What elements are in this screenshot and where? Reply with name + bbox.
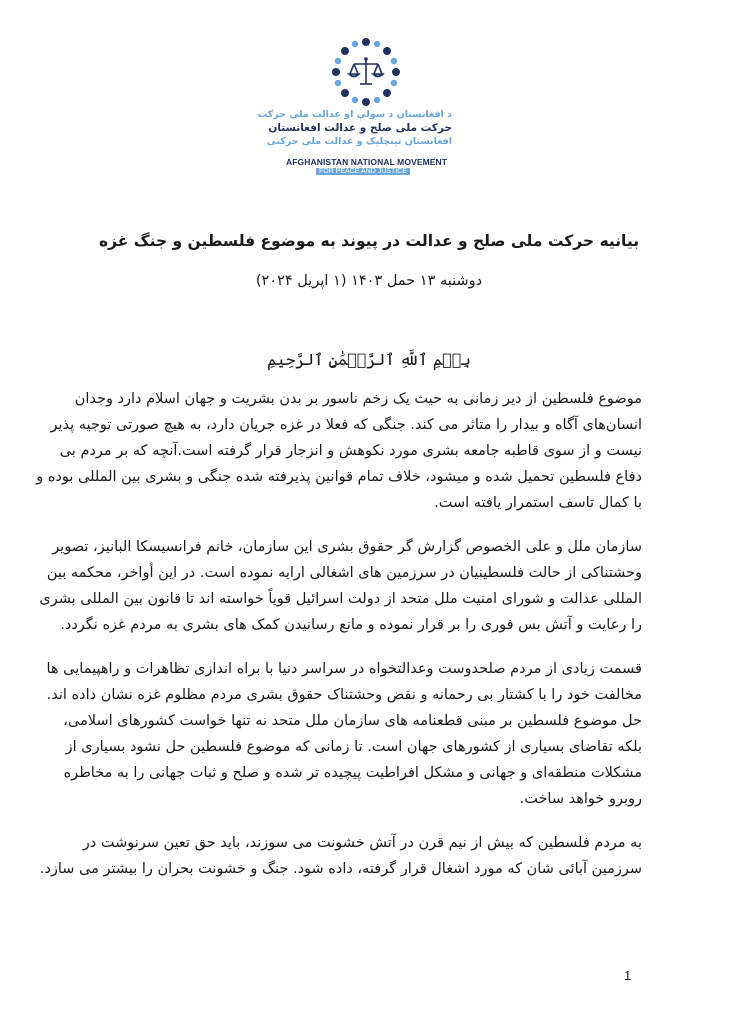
text-line: نیست و از سوی قاطبه جامعه بشری مورد نکوهش و انزجار قرار گرفته است.آنچه که بر مردم بی xyxy=(59,443,642,459)
text-line: را رعایت و آتش بس فوری را بر قرار نموده و مانع رسانیدن کمک های بشری به مردم غزه نگردد. xyxy=(60,617,642,633)
text-line: المللی عدالت و شورای امنیت ملل متحد از دولت اسرائیل قویاً خواسته اند تا قانون بین المللی بشری xyxy=(39,591,642,607)
scales-of-justice-icon xyxy=(330,36,402,108)
paragraph xyxy=(46,656,642,812)
text-line: مشکلات منطقه‌ای و جهانی و مشکل افراطیت پیچیده تر شده و صلح و ثبات جهانی را به مخاطره xyxy=(63,765,642,781)
logo-dari-line: حرکت ملی صلح و عدالت افغانستان xyxy=(268,122,452,134)
text-line: دفاع فلسطین تحمیل شده و میشود، خلاف تمام قوانین پذیرفته شده جنگی و بشری بین المللی بوده و xyxy=(36,469,642,485)
organization-logo xyxy=(257,36,452,175)
document-body xyxy=(36,386,642,900)
text-line: بلکه تقاضای بسیاری از کشورهای جهان است. تا زمانی که موضوع فلسطین حل نشود بسیاری از xyxy=(65,739,642,755)
text-line: به مردم فلسطین که بیش از نیم قرن در آتش خشونت می سوزند، باید حق تعین سرنوشت در xyxy=(82,835,642,851)
bismillah-heading: بِسۡمِ ٱللَّهِ ٱلرَّحۡمَٰنِ ٱلرَّحِيمِ xyxy=(267,350,471,369)
logo-pashto-line: د افغانستان د سولې او عدالت ملي حرکت xyxy=(257,109,452,120)
text-line: انسان‌های آگاه و بیدار را متاثر می کند. جنگی که فعلا در غزه جریان دارد، به هیچ صورتی توجیه پذیر xyxy=(50,417,642,433)
text-line: سازمان ملل و علی الخصوص گزارش گر حقوق بشری این سازمان، خانم فرانسیسکا البانیز، تصویر xyxy=(52,539,642,555)
page-number: 1 xyxy=(624,968,632,983)
document-title: بیانیه حرکت ملی صلح و عدالت در پیوند به موضوع فلسطین و جنگ غزه xyxy=(98,232,640,250)
text-line: روبرو خواهد ساخت. xyxy=(519,791,642,807)
text-line: حل موضوع فلسطین بر مبنی قطعنامه های سازمان ملل متحد نه تنها خواست کشورهای اسلامی، xyxy=(63,713,642,729)
logo-english-line: AFGHANISTAN NATIONAL MOVEMENT xyxy=(286,157,448,167)
document-date: دوشنبه ۱۳ حمل ۱۴۰۳ (۱ اپریل ۲۰۲۴) xyxy=(255,273,483,289)
paragraph xyxy=(36,386,642,516)
paragraph xyxy=(39,830,642,882)
logo-english-subline: FOR PEACE AND JUSTICE xyxy=(316,168,410,175)
paragraph xyxy=(39,534,642,638)
text-line: وحشتناکی از حالت فلسطینیان در سرزمین های اشغالی ارایه نموده است. در این أواخر، محکمه بین xyxy=(46,565,642,581)
text-line: با کمال تاسف استمرار یافته است. xyxy=(434,495,642,511)
logo-uzbek-line: افغانستان تینچلیک و عدالت ملی حرکتی xyxy=(266,136,452,147)
text-line: سرزمین آبائی شان که مورد اشغال قرار گرفته، داده شود. جنگ و خشونت بحران را بیشتر می سازد. xyxy=(39,861,642,877)
text-line: موضوع فلسطین از دیر زمانی به حیث یک زخم ناسور بر بدن بشریت و جهان اسلام دارد وجدان xyxy=(74,391,642,407)
text-line: مخالفت خود را با کشتار بی رحمانه و نقض وحشتناک حقوق بشری مردم مظلوم غزه نشان داده اند. xyxy=(46,687,642,703)
text-line: قسمت زیادی از مردم صلحدوست وعدالتخواه در سراسر دنیا با براه اندازی تظاهرات و راهپیمایی ها xyxy=(46,661,642,677)
